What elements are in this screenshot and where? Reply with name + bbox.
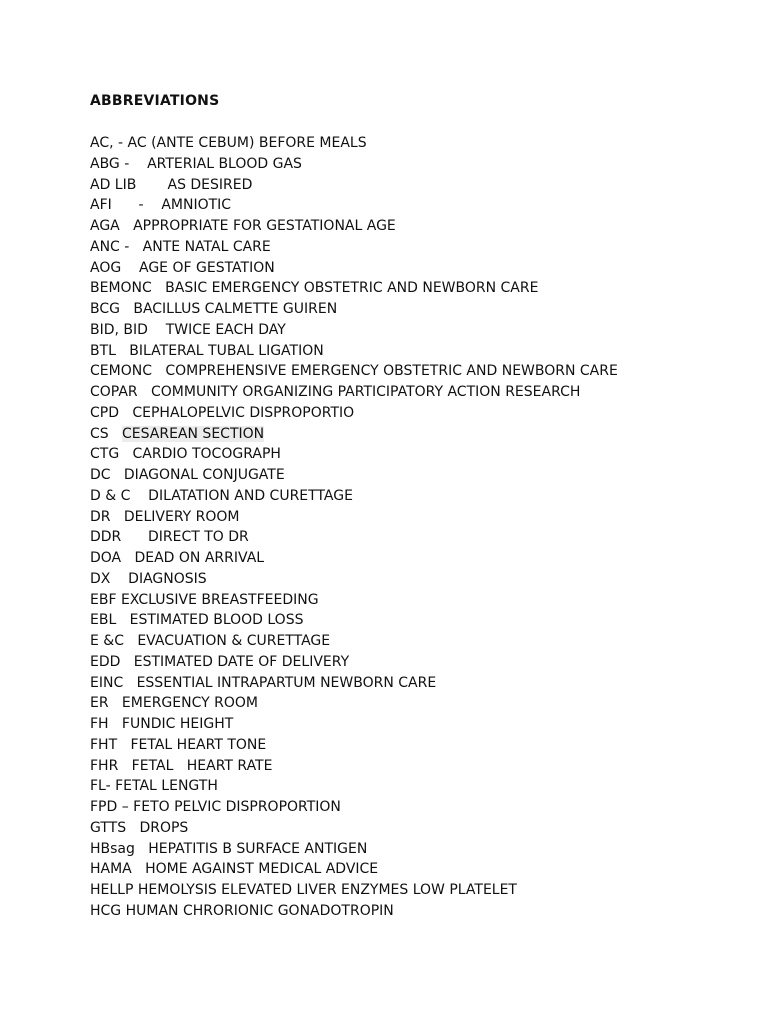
list-item: HAMA HOME AGAINST MEDICAL ADVICE [90, 861, 379, 878]
highlighted-text[interactable]: CESAREAN SECTION [122, 425, 265, 442]
list-item: DDR DIRECT TO DR [90, 529, 249, 546]
list-item: CEMONC COMPREHENSIVE EMERGENCY OBSTETRIC AND NEWBORN CARE [90, 363, 618, 380]
list-item: AOG AGE OF GESTATION [90, 259, 275, 276]
list-item: E &C EVACUATION & CURETTAGE [90, 633, 331, 649]
list-item: HELLP HEMOLYSIS ELEVATED LIVER ENZYMES LOW PLATELET [90, 882, 517, 898]
cs-abbreviation: CS [90, 425, 123, 442]
list-item: FH FUNDIC HEIGHT [90, 716, 234, 732]
list-item: BCG BACILLUS CALMETTE GUIREN [90, 301, 338, 317]
list-item: AD LIB AS DESIRED [90, 176, 253, 193]
list-item: DX DIAGNOSIS [90, 570, 207, 587]
list-item: FL- FETAL LENGTH [90, 778, 218, 795]
list-item: AGA APPROPRIATE FOR GESTATIONAL AGE [90, 218, 396, 234]
list-item: DR DELIVERY ROOM [90, 508, 240, 525]
list-item: CTG CARDIO TOCOGRAPH [90, 446, 281, 463]
list-item: COPAR COMMUNITY ORGANIZING PARTICIPATORY ACTION RESEARCH [90, 384, 581, 400]
page-title: ABBREVIATIONS [90, 93, 220, 109]
list-item: FHT FETAL HEART TONE [90, 736, 267, 753]
list-item: HCG HUMAN CHRORIONIC GONADOTROPIN [90, 902, 394, 919]
list-item: CPD CEPHALOPELVIC DISPROPORTIO [90, 404, 355, 421]
abbreviation-list [90, 133, 730, 922]
list-item: FPD – FETO PELVIC DISPROPORTION [90, 799, 341, 815]
list-item: D & C DILATATION AND CURETTAGE [90, 487, 353, 504]
list-item: EINC ESSENTIAL INTRAPARTUM NEWBORN CARE [90, 674, 437, 691]
list-item: HBsag HEPATITIS B SURFACE ANTIGEN [90, 840, 368, 857]
list-item: AFI - AMNIOTIC [90, 197, 232, 214]
list-item: DC DIAGONAL CONJUGATE [90, 467, 285, 483]
list-item: ER EMERGENCY ROOM [90, 695, 258, 712]
list-item: BID, BID TWICE EACH DAY [90, 321, 286, 338]
list-item: BEMONC BASIC EMERGENCY OBSTETRIC AND NEWBORN CARE [90, 280, 539, 297]
list-item: DOA DEAD ON ARRIVAL [90, 550, 265, 566]
list-item: EDD ESTIMATED DATE OF DELIVERY [90, 653, 350, 670]
list-item: ANC - ANTE NATAL CARE [90, 238, 271, 255]
list-item: EBL ESTIMATED BLOOD LOSS [90, 612, 304, 629]
list-item: EBF EXCLUSIVE BREASTFEEDING [90, 591, 319, 608]
list-item-cs [90, 424, 730, 445]
list-item: GTTS DROPS [90, 819, 189, 836]
list-item: ABG - ARTERIAL BLOOD GAS [90, 155, 302, 172]
list-item: FHR FETAL HEART RATE [90, 757, 273, 774]
list-item: AC, - AC (ANTE CEBUM) BEFORE MEALS [90, 135, 367, 151]
list-item: BTL BILATERAL TUBAL LIGATION [90, 342, 324, 359]
document-page [90, 91, 730, 922]
